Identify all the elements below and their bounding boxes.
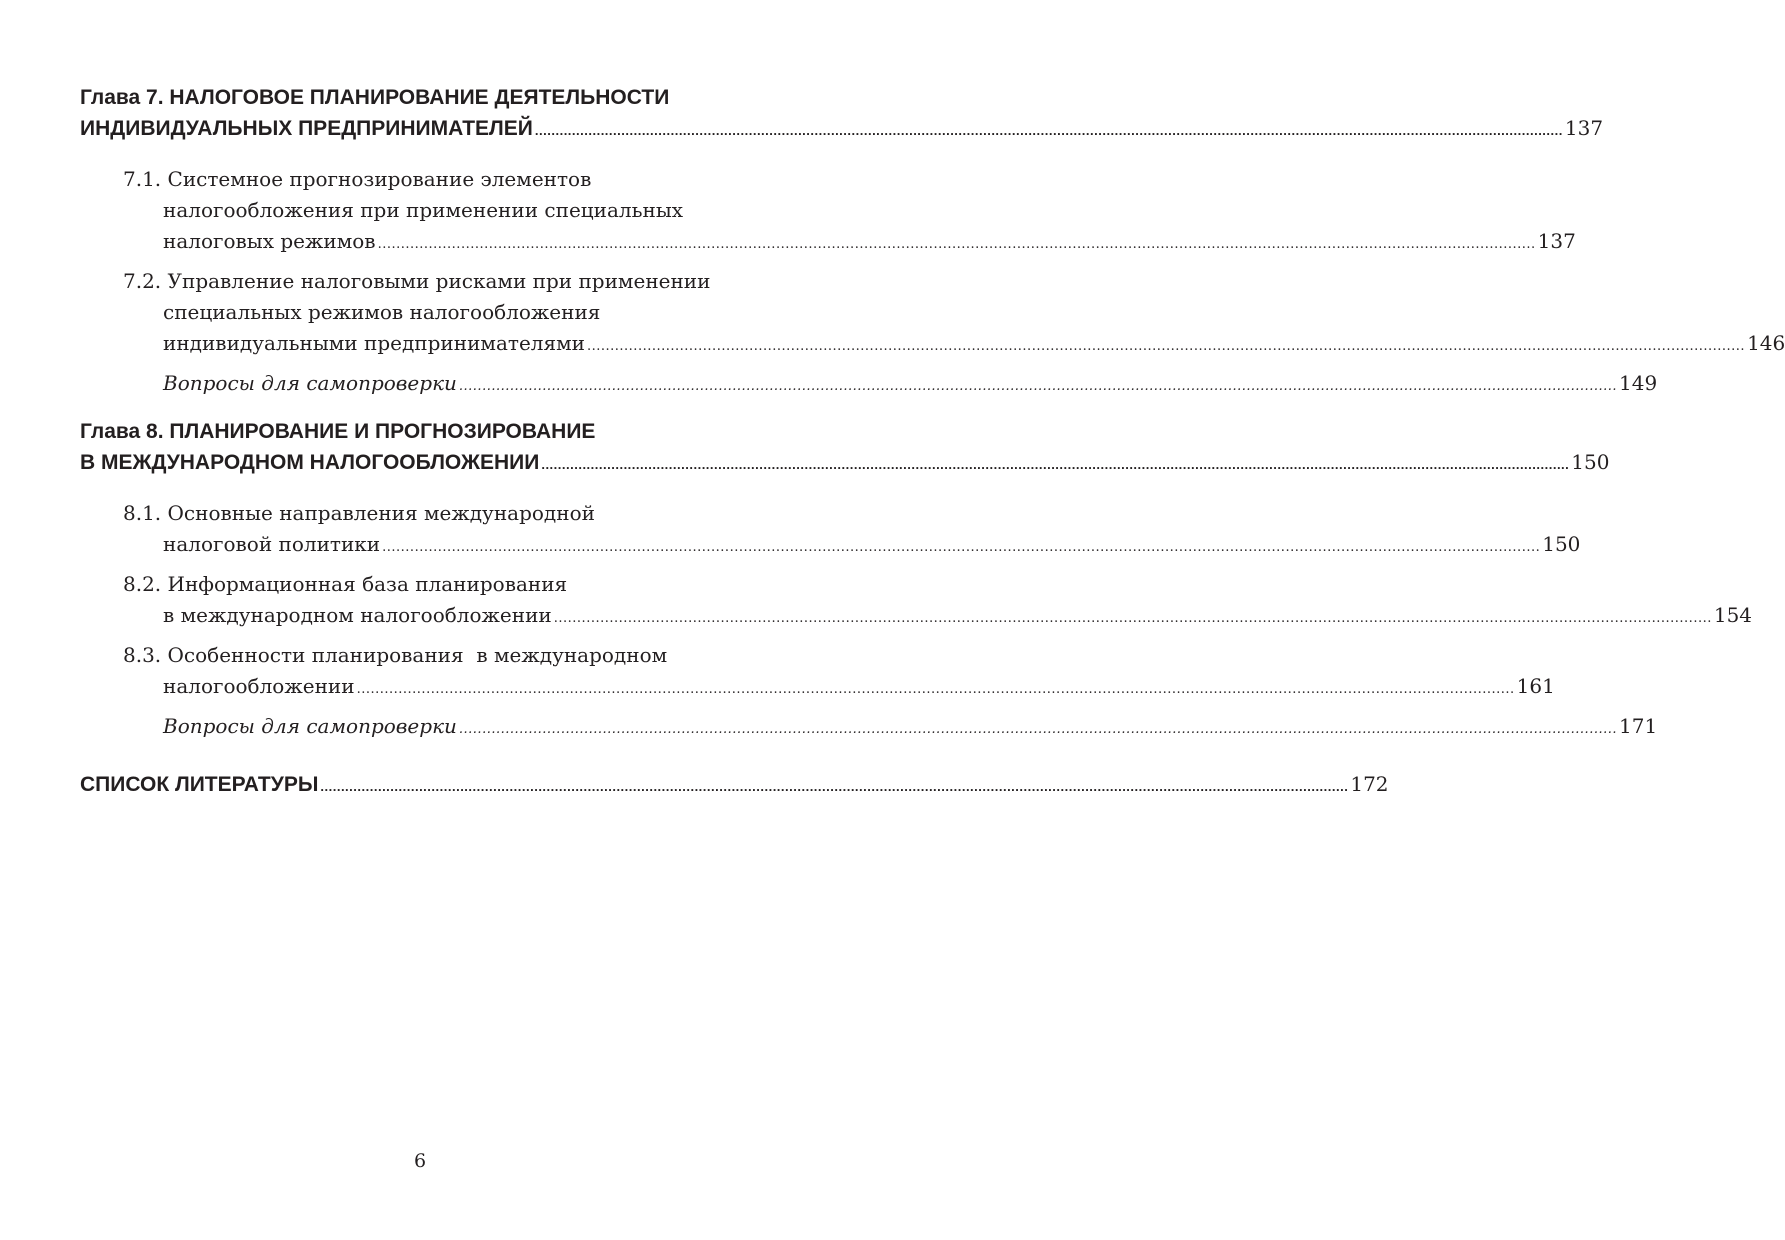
dot-leader: [554, 603, 1712, 634]
dot-leader: [357, 674, 1515, 705]
chapter-8-heading[interactable]: [80, 416, 1610, 480]
dot-leader: [459, 714, 1617, 745]
section-8-3[interactable]: [80, 640, 1555, 705]
chapter-7-title-line2: ИНДИВИДУАЛЬНЫХ ПРЕДПРИНИМАТЕЛЕЙ: [80, 117, 533, 140]
section-title-line1: Основные направления международной: [167, 501, 595, 525]
literature-entry[interactable]: [80, 769, 1389, 802]
section-8-2[interactable]: [80, 569, 1753, 634]
section-page: 154: [1713, 603, 1753, 627]
section-title-line3: налоговых режимов: [163, 229, 376, 253]
dot-leader: [541, 449, 1569, 480]
chapter-7-title-line1: Глава 7. НАЛОГОВОЕ ПЛАНИРОВАНИЕ ДЕЯТЕЛЬНОСТИ: [80, 86, 670, 109]
questions-label: Вопросы для самопроверки: [163, 714, 457, 738]
chapter-8-title-line1: Глава 8. ПЛАНИРОВАНИЕ И ПРОГНОЗИРОВАНИЕ: [80, 420, 596, 443]
section-title-line2: налогообложения при применении специальных: [163, 198, 684, 222]
page-number: 6: [413, 1150, 427, 1172]
section-page: 161: [1516, 674, 1555, 698]
literature-page: 172: [1350, 772, 1389, 796]
dot-leader: [382, 532, 1540, 563]
dot-leader: [535, 115, 1563, 146]
section-7-2[interactable]: [80, 266, 1785, 362]
section-page: 146: [1747, 331, 1785, 355]
section-title-line1: Системное прогнозирование элементов: [167, 167, 592, 191]
dot-leader: [459, 371, 1617, 402]
section-page: 137: [1537, 229, 1576, 253]
section-title-line2: налогообложении: [163, 674, 355, 698]
chapter-8-title-line2: В МЕЖДУНАРОДНОМ НАЛОГООБЛОЖЕНИИ: [80, 451, 540, 474]
questions-page: 171: [1619, 714, 1658, 738]
table-of-contents: [80, 82, 1785, 802]
section-number: 7.1.: [123, 167, 162, 191]
literature-label: СПИСОК ЛИТЕРАТУРЫ: [80, 773, 319, 796]
section-number: 8.3.: [123, 643, 162, 667]
chapter-7-heading[interactable]: [80, 82, 1604, 146]
section-number: 7.2.: [123, 269, 162, 293]
dot-leader: [587, 331, 1745, 362]
section-title-line1: Информационная база планирования: [167, 572, 568, 596]
dot-leader: [320, 771, 1348, 802]
section-title-line2: специальных режимов налогообложения: [163, 300, 601, 324]
questions-label: Вопросы для самопроверки: [163, 371, 457, 395]
section-title-line2: налоговой политики: [163, 532, 381, 556]
section-title-line3: индивидуальными предпринимателями: [163, 331, 585, 355]
section-number: 8.2.: [123, 572, 162, 596]
dot-leader: [378, 229, 1536, 260]
section-8-1[interactable]: [80, 498, 1581, 563]
chapter-7-questions[interactable]: [80, 368, 1658, 402]
chapter-8-questions[interactable]: [80, 711, 1658, 745]
section-7-1[interactable]: [80, 164, 1576, 260]
chapter-8-page: 150: [1571, 450, 1610, 474]
section-number: 8.1.: [123, 501, 162, 525]
questions-page: 149: [1619, 371, 1658, 395]
section-title-line1: Управление налоговыми рисками при применении: [167, 269, 711, 293]
section-title-line2: в международном налогообложении: [163, 603, 552, 627]
section-title-line1: Особенности планирования в международном: [167, 643, 668, 667]
chapter-7-page: 137: [1564, 116, 1604, 140]
section-page: 150: [1542, 532, 1581, 556]
